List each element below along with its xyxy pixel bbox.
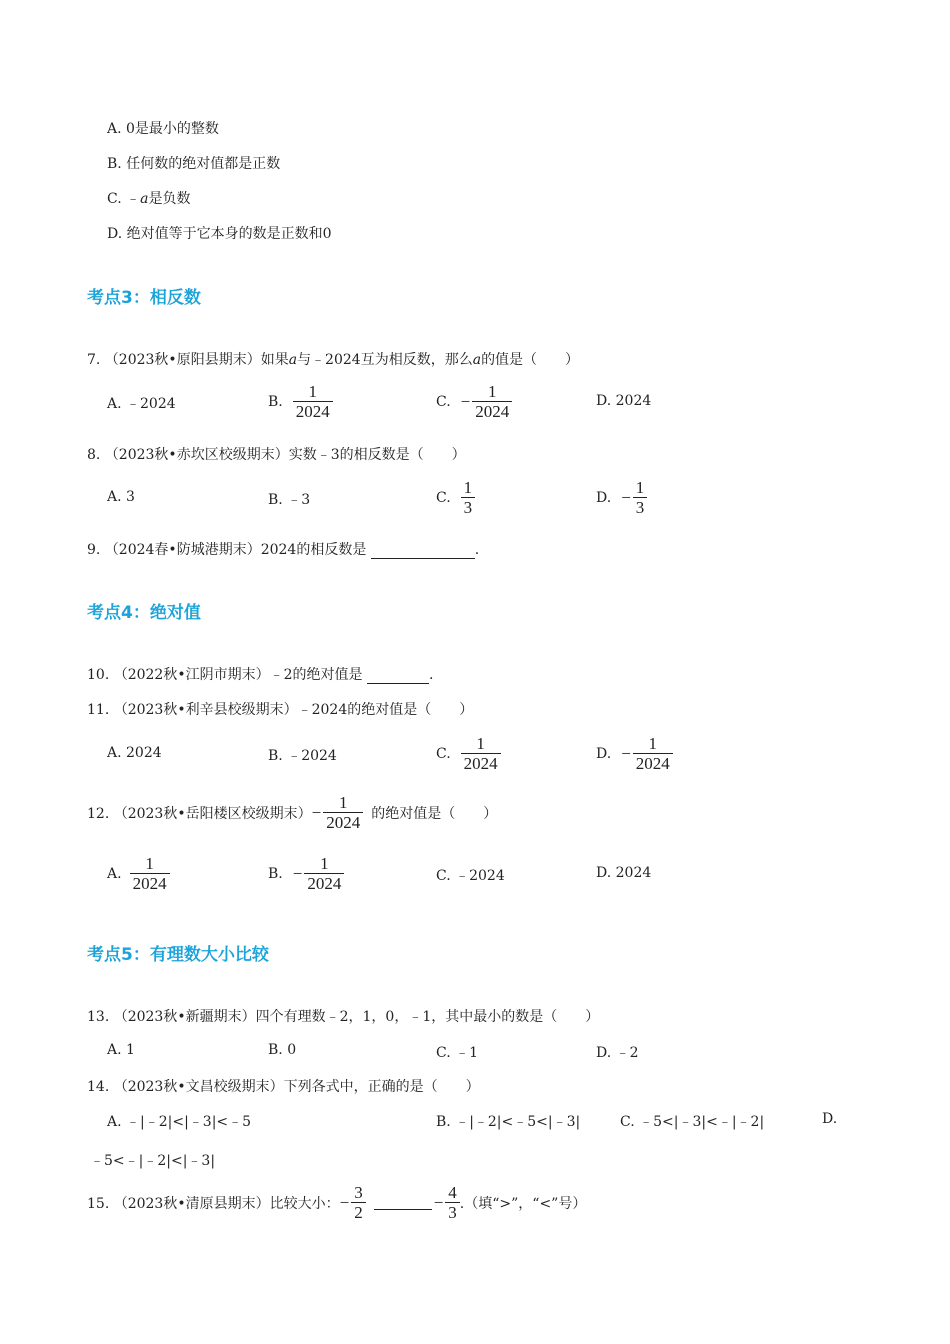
section-title-3: 考点3：相反数 xyxy=(87,288,201,308)
q12-prefix: 12. （2023秋•岳阳楼区校级期末） xyxy=(87,805,312,822)
denominator: 2024 xyxy=(633,753,673,773)
q11-stem: 11. （2023秋•利辛县校级期末）﹣2024的绝对值是（ ） xyxy=(87,702,474,718)
q12-option-a xyxy=(107,854,170,893)
numerator: 1 xyxy=(476,734,485,753)
answer-blank[interactable] xyxy=(367,669,429,684)
q7-mid: 与﹣2024互为相反数，那么 xyxy=(297,352,473,368)
q12-option-b-label: B. xyxy=(268,865,283,882)
q8-option-d-fraction xyxy=(633,478,648,517)
q8-option-a: A. 3 xyxy=(107,489,135,505)
q12-option-a-fraction xyxy=(130,854,170,893)
q10-text: 10. （2022秋•江阴市期末）﹣2的绝对值是 xyxy=(87,667,363,683)
q13-option-b: B. 0 xyxy=(268,1042,297,1058)
q14-stem: 14. （2023秋•文昌校级期末）下列各式中，正确的是（ ） xyxy=(87,1079,480,1095)
numerator: 1 xyxy=(488,382,497,401)
q8-option-c xyxy=(436,478,475,517)
q15-stem xyxy=(87,1183,586,1222)
q8-option-c-label: C. xyxy=(436,489,451,506)
q9-end: . xyxy=(474,542,480,558)
minus-sign: − xyxy=(433,1192,444,1212)
q6-option-d: D. 绝对值等于它本身的数是正数和0 xyxy=(107,226,332,242)
q14-option-d: ﹣5<﹣|﹣2|<|﹣3| xyxy=(90,1153,216,1169)
q7-option-b-fraction xyxy=(293,382,333,421)
q12-option-b xyxy=(268,854,344,893)
q7-option-c xyxy=(436,382,512,421)
q8-option-d xyxy=(596,478,647,517)
q13-option-c: C. ﹣1 xyxy=(436,1045,479,1061)
q12-option-b-fraction xyxy=(304,854,344,893)
q8-option-d-label: D. xyxy=(596,489,612,506)
q15-prefix: 15. （2023秋•清原县期末）比较大小： xyxy=(87,1195,340,1212)
q13-option-d: D. ﹣2 xyxy=(596,1045,639,1061)
q14-option-b: B. ﹣|﹣2|<﹣5<|﹣3| xyxy=(436,1114,581,1130)
numerator: 1 xyxy=(320,854,329,873)
q11-option-c-label: C. xyxy=(436,745,451,762)
q13-option-a: A. 1 xyxy=(107,1042,135,1058)
numerator: 1 xyxy=(338,793,348,812)
minus-sign: − xyxy=(292,863,303,883)
denominator: 2024 xyxy=(293,401,333,421)
q7-option-d: D. 2024 xyxy=(596,393,652,409)
q6-option-a: A. 0是最小的整数 xyxy=(107,121,219,137)
q10-end: . xyxy=(428,667,434,683)
q11-option-d-label: D. xyxy=(596,745,612,762)
q14-option-c: C. ﹣5<|﹣3|<﹣|﹣2| xyxy=(620,1114,765,1130)
q12-suffix: 的绝对值是（ ） xyxy=(371,805,498,822)
q7-option-c-fraction xyxy=(472,382,512,421)
denominator: 2024 xyxy=(304,873,344,893)
numerator: 1 xyxy=(145,854,154,873)
denominator: 3 xyxy=(461,497,476,517)
denominator: 2024 xyxy=(130,873,170,893)
q11-option-d-fraction xyxy=(633,734,673,773)
q12-option-d: D. 2024 xyxy=(596,865,652,881)
q15-suffix: .（填“>”，“<”号） xyxy=(459,1195,587,1212)
q11-option-a: A. 2024 xyxy=(107,745,162,761)
numerator: 1 xyxy=(635,478,645,497)
q15-fraction-right xyxy=(445,1183,460,1222)
q10-stem xyxy=(87,664,433,684)
q12-option-a-label: A. xyxy=(107,865,122,882)
q9-stem xyxy=(87,539,479,559)
minus-sign: − xyxy=(621,487,631,507)
q14-option-d-label: D. xyxy=(822,1111,838,1127)
q11-option-b: B. ﹣2024 xyxy=(268,748,337,764)
minus-sign: − xyxy=(311,802,322,822)
numerator: 1 xyxy=(648,734,658,753)
q8-option-c-fraction xyxy=(461,478,476,517)
denominator: 2024 xyxy=(323,812,363,832)
q7-option-c-label: C. xyxy=(436,393,451,410)
section-title-4: 考点4：绝对值 xyxy=(87,603,201,623)
q7-option-b-label: B. xyxy=(268,393,283,410)
q7-prefix: 7. （2023秋•原阳县期末）如果 xyxy=(87,352,289,368)
q9-text: 9. （2024春•防城港期末）2024的相反数是 xyxy=(87,542,367,558)
q7-var: a xyxy=(288,352,298,368)
q14-option-a: A. ﹣|﹣2|<|﹣3|<﹣5 xyxy=(107,1114,252,1130)
q8-option-b: B. ﹣3 xyxy=(268,492,311,508)
denominator: 3 xyxy=(445,1202,460,1222)
minus-sign: − xyxy=(339,1192,350,1212)
denominator: 3 xyxy=(633,497,648,517)
minus-sign: − xyxy=(460,391,471,411)
q12-fraction xyxy=(323,793,363,832)
q7-option-a: A. ﹣2024 xyxy=(107,396,176,412)
q11-option-c xyxy=(436,734,501,773)
q15-fraction-left xyxy=(351,1183,366,1222)
q6-option-b: B. 任何数的绝对值都是正数 xyxy=(107,156,281,172)
answer-blank[interactable] xyxy=(371,544,475,559)
q11-option-c-fraction xyxy=(461,734,501,773)
q7-stem xyxy=(87,349,579,369)
section-title-5: 考点5：有理数大小比较 xyxy=(87,945,269,965)
numerator: 3 xyxy=(354,1183,363,1202)
q12-stem xyxy=(87,793,497,832)
denominator: 2024 xyxy=(461,753,501,773)
q6-option-c-prefix: C. ﹣ xyxy=(107,191,141,207)
q6-option-c-var: a xyxy=(140,191,149,207)
numerator: 4 xyxy=(448,1183,457,1202)
denominator: 2 xyxy=(351,1202,366,1222)
q8-stem: 8. （2023秋•赤坎区校级期末）实数﹣3的相反数是（ ） xyxy=(87,447,466,463)
q13-stem: 13. （2023秋•新疆期末）四个有理数﹣2，1，0，﹣1，其中最小的数是（ ） xyxy=(87,1009,600,1025)
numerator: 1 xyxy=(463,478,473,497)
answer-blank[interactable] xyxy=(374,1195,432,1210)
q7-option-b xyxy=(268,382,333,421)
numerator: 1 xyxy=(308,382,317,401)
minus-sign: − xyxy=(621,743,631,763)
q7-suffix: 的值是（ ） xyxy=(481,352,580,368)
denominator: 2024 xyxy=(472,401,512,421)
q11-option-d xyxy=(596,734,673,773)
q12-option-c: C. ﹣2024 xyxy=(436,868,505,884)
q6-option-c-suffix: 是负数 xyxy=(148,191,191,207)
q6-option-c xyxy=(107,188,190,208)
q7-var2: a xyxy=(472,352,482,368)
